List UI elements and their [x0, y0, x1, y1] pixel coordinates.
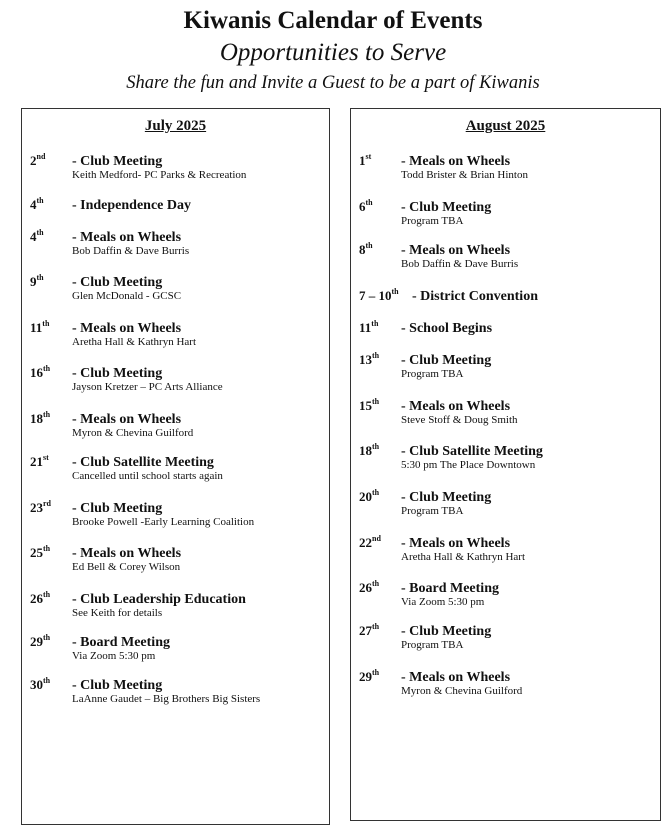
event-detail: Bob Daffin & Dave Burris — [72, 245, 190, 257]
event-title: - Club Meeting — [72, 366, 163, 381]
event-title: - Meals on Wheels — [401, 536, 511, 551]
month-heading-july: July 2025 — [144, 118, 207, 134]
event-title: - Meals on Wheels — [72, 230, 182, 245]
event-date: 18th — [359, 442, 380, 458]
event-title: - Meals on Wheels — [401, 670, 511, 685]
event-date: 26th — [30, 590, 51, 606]
event-title: - School Begins — [401, 321, 493, 336]
event-detail: LaAnne Gaudet – Big Brothers Big Sisters — [72, 693, 261, 705]
event-title: - Club Satellite Meeting — [401, 444, 543, 459]
page-subtitle: Opportunities to Serve — [219, 39, 447, 66]
event-detail: Via Zoom 5:30 pm — [401, 596, 485, 608]
event-date: 15th — [359, 397, 380, 413]
event-title: - Meals on Wheels — [72, 546, 182, 561]
event-title: - Board Meeting — [401, 581, 499, 596]
event-date: 18th — [30, 410, 51, 426]
event-detail: Cancelled until school starts again — [72, 470, 223, 482]
event-detail: Aretha Hall & Kathryn Hart — [72, 336, 197, 348]
event-date: 29th — [30, 633, 51, 649]
event-date: 4th — [30, 196, 44, 212]
event-title: - Meals on Wheels — [72, 412, 182, 427]
event-title: - Club Meeting — [401, 353, 492, 368]
event-title: - Club Leadership Education — [72, 592, 246, 607]
event-date: 6th — [359, 198, 373, 214]
event-date: 2nd — [30, 152, 46, 168]
event-date: 8th — [359, 241, 373, 257]
event-detail: Aretha Hall & Kathryn Hart — [401, 551, 526, 563]
event-detail: Myron & Chevina Guilford — [72, 427, 194, 439]
page-title: Kiwanis Calendar of Events — [183, 7, 483, 34]
event-title: - Meals on Wheels — [401, 243, 511, 258]
event-date: 1st — [359, 152, 372, 168]
event-title: - Independence Day — [72, 198, 192, 213]
event-date: 27th — [359, 622, 380, 638]
july-calendar-column — [21, 108, 330, 825]
event-detail: Todd Brister & Brian Hinton — [401, 169, 528, 181]
event-detail: Via Zoom 5:30 pm — [72, 650, 156, 662]
event-date: 13th — [359, 351, 380, 367]
event-title: - Club Satellite Meeting — [72, 455, 214, 470]
event-title: - Meals on Wheels — [401, 154, 511, 169]
event-title: - Club Meeting — [401, 490, 492, 505]
event-detail: Ed Bell & Corey Wilson — [72, 561, 181, 573]
event-date: 25th — [30, 544, 51, 560]
event-detail: Program TBA — [401, 639, 464, 651]
event-title: - Meals on Wheels — [401, 399, 511, 414]
event-detail: Myron & Chevina Guilford — [401, 685, 523, 697]
event-date: 11th — [359, 319, 379, 335]
event-detail: Steve Stoff & Doug Smith — [401, 414, 518, 426]
event-date: 11th — [30, 319, 50, 335]
page-tagline: Share the fun and Invite a Guest to be a part of Kiwanis — [126, 73, 540, 93]
event-detail: Brooke Powell -Early Learning Coalition — [72, 516, 255, 528]
event-title: - Club Meeting — [72, 154, 163, 169]
event-title: - Club Meeting — [72, 678, 163, 693]
event-date: 20th — [359, 488, 380, 504]
event-detail: Bob Daffin & Dave Burris — [401, 258, 519, 270]
event-date: 16th — [30, 364, 51, 380]
event-title: - District Convention — [412, 289, 538, 304]
event-detail: See Keith for details — [72, 607, 163, 619]
event-title: - Club Meeting — [72, 275, 163, 290]
event-title: - Club Meeting — [401, 624, 492, 639]
event-detail: Program TBA — [401, 215, 464, 227]
event-date: 29th — [359, 668, 380, 684]
event-date: 4th — [30, 228, 44, 244]
month-heading-august: August 2025 — [465, 118, 546, 134]
event-date: 22nd — [359, 534, 381, 550]
event-detail: Program TBA — [401, 368, 464, 380]
event-detail: Keith Medford- PC Parks & Recreation — [72, 169, 247, 181]
event-detail: Program TBA — [401, 505, 464, 517]
event-detail: Jayson Kretzer – PC Arts Alliance — [72, 381, 223, 393]
event-detail: 5:30 pm The Place Downtown — [401, 459, 536, 471]
event-title: - Club Meeting — [72, 501, 163, 516]
event-date: 9th — [30, 273, 44, 289]
event-date: 30th — [30, 676, 51, 692]
event-detail: Glen McDonald - GCSC — [72, 290, 182, 302]
event-title: - Club Meeting — [401, 200, 492, 215]
event-date: 7 – 10th — [359, 287, 399, 303]
event-date: 21st — [30, 453, 49, 469]
event-title: - Meals on Wheels — [72, 321, 182, 336]
august-calendar-column — [350, 108, 661, 821]
event-date: 26th — [359, 579, 380, 595]
event-title: - Board Meeting — [72, 635, 170, 650]
event-date: 23rd — [30, 499, 51, 515]
